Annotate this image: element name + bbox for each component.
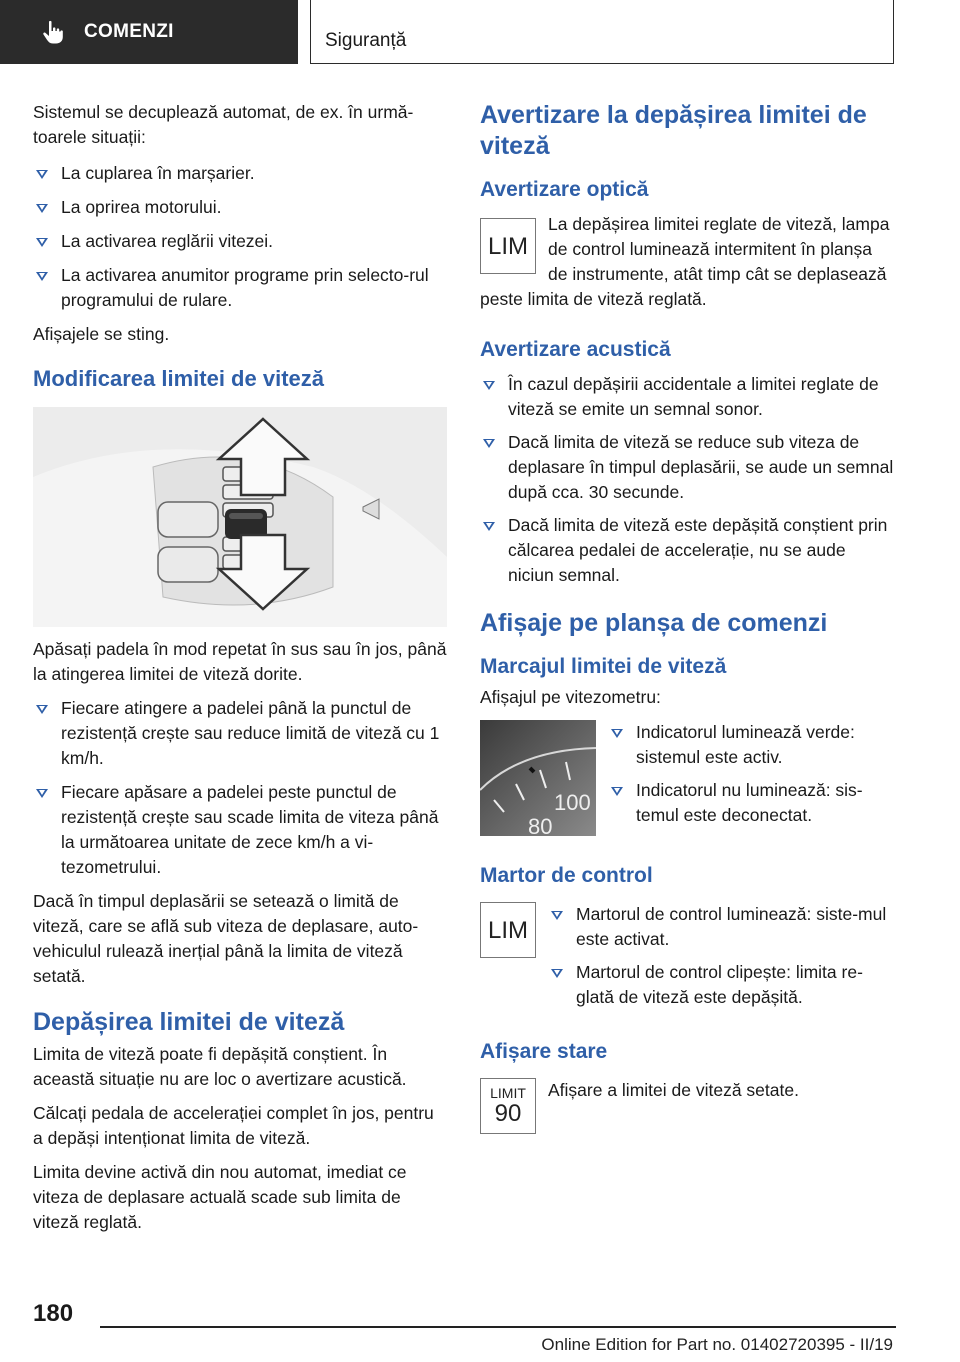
list-item: Martorul de control luminează: siste-mul este activat.: [548, 902, 896, 952]
display-heading: Afișaje pe planșa de comenzi: [480, 609, 828, 637]
list-item: La activarea anumitor programe prin selecto-rul programului de rulare.: [33, 263, 447, 313]
chapter-title: Siguranță: [325, 30, 407, 51]
control-block: [480, 902, 896, 1010]
intro-list: [33, 161, 447, 313]
exceed-text-3: Limita devine activă din nou automat, imediat ce viteza de deplasare actuală scade sub limita de viteză reglată.: [33, 1162, 407, 1232]
chapter-tab: [310, 0, 894, 64]
status-block: [480, 1078, 896, 1134]
exceed-heading: Depășirea limitei de viteză: [33, 1008, 345, 1036]
bullet-triangle-icon: [36, 170, 48, 179]
mark-list: [608, 720, 896, 836]
section-tab: [0, 0, 298, 64]
list-item: Fiecare atingere a padelei până la punctul de rezistență crește sau reduce limită de viteză cu 1 km/h.: [33, 696, 447, 771]
mark-heading: Marcajul limitei de viteză: [480, 655, 727, 678]
page-number: 180: [33, 1300, 74, 1327]
list-item: Martorul de control clipește: limita re-glată de viteză este depășită.: [548, 960, 896, 1010]
list-item: Dacă limita de viteză este depășită conștient prin călcarea pedalei de accelerație, nu se aude niciun semnal.: [480, 513, 896, 588]
footer-divider: [100, 1326, 896, 1328]
optical-block: [480, 212, 896, 312]
list-item: La oprirea motorului.: [33, 195, 447, 220]
optical-text: La depășirea limitei reglate de viteză, lampa de control luminează intermitent în planșa de instrumente, atât timp cât se deplasează peste limita de viteză reglată.: [480, 214, 890, 309]
footer-edition: Online Edition for Part no. 01402720395 - II/19: [541, 1335, 893, 1354]
exceed-text-1: Limita de viteză poate fi depășită conștient. În această situație nu are loc o avertizare acustică.: [33, 1044, 407, 1089]
bullet-triangle-icon: [483, 439, 495, 448]
acoustic-list: [480, 372, 896, 588]
list-item: Dacă limita de viteză se reduce sub viteza de deplasare în timpul deplasării, se aude un semnal după cca. 30 secunde.: [480, 430, 896, 505]
optical-heading: Avertizare optică: [480, 178, 649, 201]
bullet-triangle-icon: [36, 204, 48, 213]
mark-text: Afișajul pe vitezometru:: [480, 687, 661, 707]
right-column: [480, 100, 896, 1134]
lim-indicator-icon: LIM: [480, 902, 536, 958]
modify-after: Dacă în timpul deplasării se setează o limită de viteză, care se află sub viteza de deplasare, auto-vehiculul rulează inerțial până la limita de viteză setată.: [33, 891, 419, 986]
gauge-label-80: 80: [528, 814, 553, 836]
list-item: Indicatorul luminează verde: sistemul este activ.: [608, 720, 896, 770]
intro-after: Afișajele se sting.: [33, 324, 170, 344]
speedometer-illustration: [480, 720, 596, 836]
hand-pointer-icon: [40, 19, 66, 45]
mark-block: [480, 720, 896, 836]
section-title: COMENZI: [84, 21, 174, 42]
lim-indicator-icon: LIM: [480, 218, 536, 274]
limit-status-icon: LIMIT 90: [480, 1078, 536, 1134]
exceed-text-2: Călcați pedala de accelerației complet în jos, pentru a depăși intenționat limita de viteză.: [33, 1103, 434, 1148]
modify-list: [33, 696, 447, 880]
warn-heading: Avertizare la depășirea limitei de viteză: [480, 101, 867, 160]
modify-heading: Modificarea limitei de viteză: [33, 366, 324, 391]
control-list: [548, 902, 896, 1010]
bullet-triangle-icon: [483, 381, 495, 390]
modify-text: Apăsați padela în mod repetat în sus sau în jos, până la atingerea limitei de viteză dorite.: [33, 639, 447, 684]
bullet-triangle-icon: [36, 238, 48, 247]
bullet-triangle-icon: [551, 969, 563, 978]
list-item: În cazul depășirii accidentale a limitei reglate de viteză se emite un semnal sonor.: [480, 372, 896, 422]
bullet-triangle-icon: [36, 705, 48, 714]
status-text: Afișare a limitei de viteză setate.: [548, 1080, 799, 1100]
steering-wheel-paddle-illustration: [33, 407, 447, 627]
list-item: Fiecare apăsare a padelei peste punctul de rezistență crește sau scade limita de viteza până la următoarea unitate de zece km/h a vi-tezometrului.: [33, 780, 447, 880]
bullet-triangle-icon: [483, 522, 495, 531]
list-item: La activarea reglării vitezei.: [33, 229, 447, 254]
bullet-triangle-icon: [36, 272, 48, 281]
control-heading: Martor de control: [480, 864, 653, 887]
bullet-triangle-icon: [36, 789, 48, 798]
status-heading: Afișare stare: [480, 1040, 608, 1063]
gauge-label-100: 100: [554, 790, 591, 815]
bullet-triangle-icon: [551, 911, 563, 920]
list-item: Indicatorul nu luminează: sis-temul este deconectat.: [608, 778, 896, 828]
acoustic-heading: Avertizare acustică: [480, 338, 671, 361]
list-item: La cuplarea în marșarier.: [33, 161, 447, 186]
left-column: [33, 100, 447, 1235]
bullet-triangle-icon: [611, 729, 623, 738]
bullet-triangle-icon: [611, 787, 623, 796]
intro-text: Sistemul se decuplează automat, de ex. în urmă-toarele situații:: [33, 102, 414, 147]
